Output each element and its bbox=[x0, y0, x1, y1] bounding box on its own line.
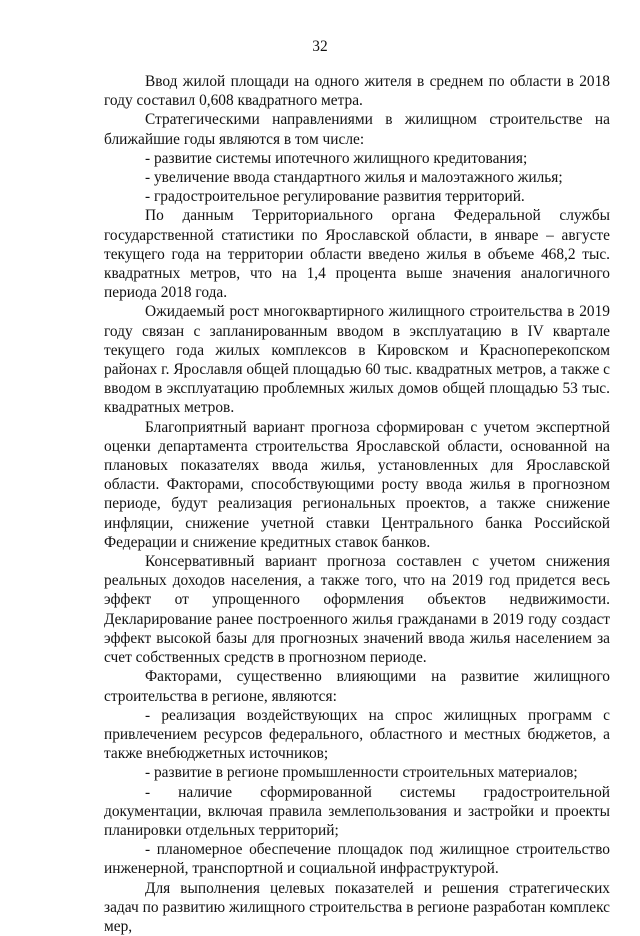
document-body bbox=[104, 72, 610, 936]
paragraph-housing-per-capita: Ввод жилой площади на одного жителя в среднем по области в 2018 году составил 0,608 квадратного метра. bbox=[104, 73, 610, 110]
list-item-urban-regulation: - градостроительное регулирование развития территорий. bbox=[145, 188, 525, 206]
list-item-mortgage: - развитие системы ипотечного жилищного кредитования; bbox=[145, 149, 528, 167]
list-item-building-materials: - развитие в регионе промышленности строительных материалов; bbox=[145, 764, 578, 782]
paragraph-strategic-directions: Стратегическими направлениями в жилищном строительстве на ближайшие годы являются в том числе: bbox=[104, 111, 610, 148]
list-item-urban-documentation: - наличие сформированной системы градостроительной документации, включая правила землепользования и застройки и проекты планировки отдельных территорий; bbox=[104, 783, 610, 839]
paragraph-conservative-scenario: Консервативный вариант прогноза составлен с учетом снижения реальных доходов населения, а также того, что на 2019 год придется весь эффект от упрощенного оформления объектов недвижимости. Декларирование ранее построенного жилья гражданами в 2019 году создаст эффект высокой базы для прогнозных значений ввода жилья населением за счет собственных средств в прогнозном периоде. bbox=[104, 553, 610, 667]
list-item-infrastructure: - планомерное обеспечение площадок под жилищное строительство инженерной, транспортной и социальной инфраструктурой. bbox=[104, 841, 610, 878]
paragraph-measures: Для выполнения целевых показателей и решения стратегических задач по развитию жилищного строительства в регионе разработан комплекс мер, bbox=[104, 879, 610, 935]
paragraph-expected-growth: Ожидаемый рост многоквартирного жилищного строительства в 2019 году связан с запланированным вводом в эксплуатацию в IV квартале текущего года жилых комплексов в Кировском и Красноперекопском районах г. Ярославля общей площадью 60 тыс. квадратных метров, а также с вводом в эксплуатацию проблемных жилых домов общей площадью 53 тыс. квадратных метров. bbox=[104, 303, 610, 417]
paragraph-factors: Факторами, существенно влияющими на развитие жилищного строительства в регионе, являются: bbox=[104, 668, 610, 705]
list-item-standard-housing: - увеличение ввода стандартного жилья и малоэтажного жилья; bbox=[145, 169, 563, 187]
page-number: 32 bbox=[312, 38, 328, 55]
paragraph-favorable-scenario: Благоприятный вариант прогноза сформирован с учетом экспертной оценки департамента строительства Ярославской области, основанной на плановых показателях ввода жилья, установленных для Ярославской области. Факторами, способствующими росту ввода жилья в прогнозном периоде, будут реализация региональных проектов, а также снижение инфляции, снижение учетной ставки Центрального банка Российской Федерации и снижение кредитных ставок банков. bbox=[104, 418, 610, 551]
list-item-housing-programs: - реализация воздействующих на спрос жилищных программ с привлечением ресурсов федерального, областного и местных бюджетов, а также внебюджетных источников; bbox=[104, 706, 610, 763]
paragraph-statistics: По данным Территориального органа Федеральной службы государственной статистики по Ярославской области, в январе – августе текущего года на территории области введено жилья в объеме 468,2 тыс. квадратных метров, что на 1,4 процента выше значения аналогичного периода 2018 года. bbox=[104, 207, 610, 302]
